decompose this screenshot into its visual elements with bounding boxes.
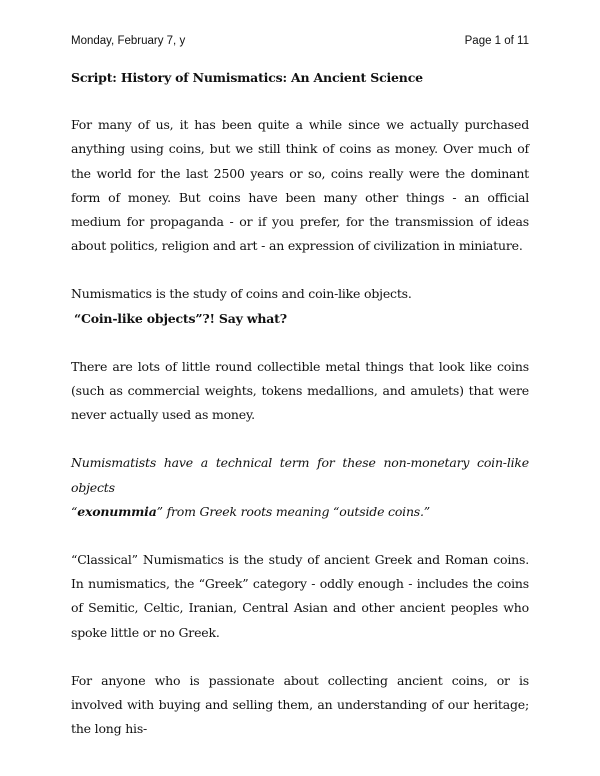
paragraph-intro: For many of us, it has been quite a while since we actually purchased anything using coins, but we still think of coins as money. Over much of the world for the last 2500 years or so, coins really were the dominant form of money. But coins have been many other things - an official medium for propaganda - or if you prefer, for the transmission of ideas about politics, religion and art - an expression of civilization in miniature.: [71, 117, 529, 254]
paragraph-heritage: For anyone who is passionate about collecting ancient coins, or is involved with buying and selling them, an understanding of our heritage; the long his-: [71, 672, 529, 737]
document-body: [71, 66, 529, 741]
header-date: Monday, February 7, y: [71, 35, 186, 47]
exonummia-term: exonummia: [77, 503, 157, 519]
document-title: Script: History of Numismatics: An Ancient Science: [71, 70, 423, 85]
paragraph-classical: “Classical” Numismatics is the study of ancient Greek and Roman coins. In numismatics, the “Greek” category - oddly enough - includes the coins of Semitic, Celtic, Iranian, Central Asian and other ancient peoples who spoke little or no Greek.: [71, 552, 529, 640]
subheading-coin-like-objects: “Coin-like objects”?! Say what?: [74, 310, 287, 326]
header-page-number: Page 1 of 11: [464, 35, 529, 47]
paragraph-definition: Numismatics is the study of coins and coin-like objects.: [71, 286, 412, 302]
exonummia-quote-open: “: [71, 503, 78, 519]
paragraph-collectibles: There are lots of little round collectible metal things that look like coins (such as commercial weights, tokens medallions, and amulets) that were never actually used as money.: [71, 358, 529, 423]
exonummia-line-1: Numismatists have a technical term for these non-monetary coin-like objects: [71, 455, 529, 495]
exonummia-line-2-rest: ” from Greek roots meaning “outside coins.”: [156, 503, 430, 519]
paragraph-exonummia: [71, 451, 529, 524]
